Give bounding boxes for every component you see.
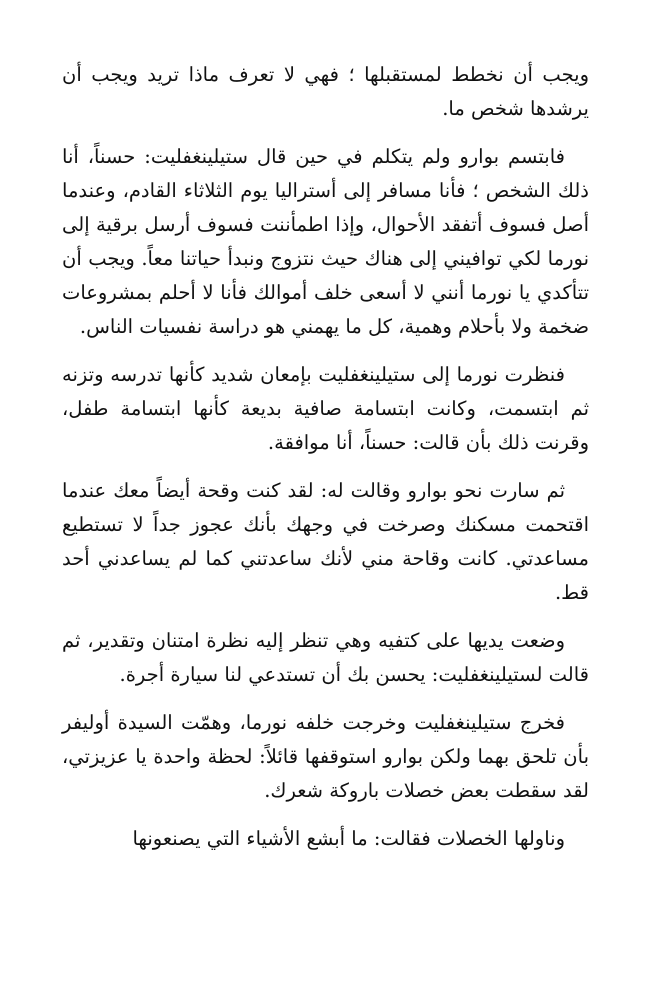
paragraph: وناولها الخصلات فقالت: ما أبشع الأشياء التي يصنعونها: [132, 827, 565, 850]
book-page: [62, 58, 589, 870]
paragraph: فخرج ستيلينغفليت وخرجت خلفه نورما، وهمّت السيدة أوليفر بأن تلحق بهما ولكن بوارو استوقفها قائلاً: لحظة واحدة يا عزيزتي، لقد سقطت بعض خصلات باروكة شعرك.: [62, 711, 589, 802]
paragraph: ويجب أن نخطط لمستقبلها ؛ فهي لا تعرف ماذا تريد ويجب أن يرشدها شخص ما.: [62, 63, 589, 120]
paragraph: وضعت يديها على كتفيه وهي تنظر إليه نظرة امتنان وتقدير، ثم قالت لستيلينغفليت: يحسن بك أن تستدعي لنا سيارة أجرة.: [62, 629, 589, 686]
paragraph: فنظرت نورما إلى ستيلينغفليت بإمعان شديد كأنها تدرسه وتزنه ثم ابتسمت، وكانت ابتسامة صافية بديعة كأنها ابتسامة طفل، وقرنت ذلك بأن قالت: حسناً، أنا موافقة.: [62, 363, 589, 454]
paragraph: فابتسم بوارو ولم يتكلم في حين قال ستيلينغفليت: حسناً، أنا ذلك الشخص ؛ فأنا مسافر إلى أستراليا يوم الثلاثاء القادم، وعندما أصل فسوف أتفقد الأحوال، وإذا اطمأننت فسوف أرسل برقية إلى نورما لكي توافيني إلى هناك حيث نتزوج ونبدأ حياتنا معاً. ويجب أن تتأكدي يا نورما أنني لا أسعى خلف أموالك فأنا لا أحلم بمشروعات ضخمة ولا بأحلام وهمية، كل ما يهمني هو دراسة نفسيات الناس.: [62, 145, 589, 338]
paragraph: ثم سارت نحو بوارو وقالت له: لقد كنت وقحة أيضاً معك عندما اقتحمت مسكنك وصرخت في وجهك بأنك عجوز جداً لا تستطيع مساعدتي. كانت وقاحة مني لأنك ساعدتني كما لم يساعدني أحد قط.: [62, 479, 589, 604]
